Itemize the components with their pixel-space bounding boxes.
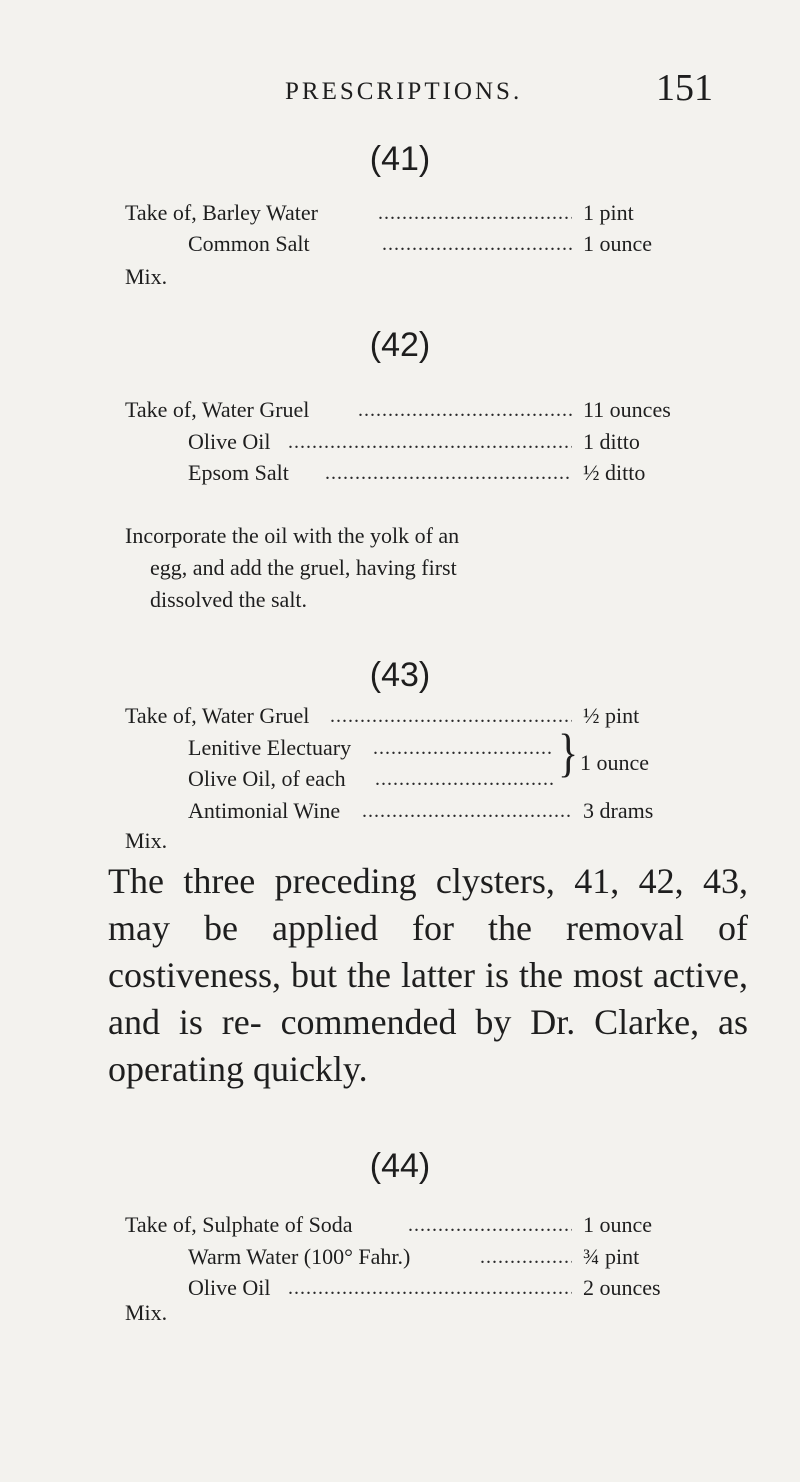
rx44-line-1-leader <box>408 1214 572 1237</box>
rx42-line-3-name: Epsom Salt <box>188 460 289 485</box>
rx43-line-1-qty: ½ pint <box>583 703 640 728</box>
rx44-closing: Mix. <box>125 1300 168 1325</box>
rx43-line-2-leader <box>373 737 553 760</box>
rx42-instruction-line-1: Incorporate the oil with the yolk of an <box>125 523 460 548</box>
prescription-42-number: (42) <box>369 326 431 364</box>
rx42-line-2-leader <box>288 431 572 454</box>
rx42-instruction-line-2: egg, and add the gruel, having first <box>150 555 457 580</box>
rx44-line-1-qty: 1 ounce <box>583 1212 653 1237</box>
rx44-line-2-leader <box>480 1246 572 1269</box>
rx42-line-3-leader <box>325 462 572 485</box>
rx42-line-1-name: Take of, Water Gruel <box>125 397 310 422</box>
rx44-line-3-qty: 2 ounces <box>583 1275 661 1300</box>
rx42-line-2-name: Olive Oil <box>188 429 271 454</box>
rx41-line-1-name: Take of, Barley Water <box>125 200 318 225</box>
rx44-line-1-name: Take of, Sulphate of Soda <box>125 1212 353 1237</box>
rx43-line-3-name: Olive Oil, of each <box>188 766 346 791</box>
rx43-line-1-name: Take of, Water Gruel <box>125 703 310 728</box>
prescription-44-number: (44) <box>369 1147 431 1185</box>
rx44-line-3-name: Olive Oil <box>188 1275 271 1300</box>
rx41-line-1-qty: 1 pint <box>583 200 634 225</box>
rx42-line-2-qty: 1 ditto <box>583 429 640 454</box>
rx43-line-1-leader <box>330 705 572 728</box>
rx41-line-2-qty: 1 ounce <box>583 231 653 256</box>
rx41-line-2-name: Common Salt <box>188 231 310 256</box>
rx41-line-2-leader <box>382 233 572 256</box>
rx41-line-1-leader <box>378 202 572 225</box>
rx42-instruction-line-3: dissolved the salt. <box>150 587 308 612</box>
body-paragraph: The three preceding clysters, 41, 42, 43, may be applied for the removal of costiveness, but the latter is the most active, and is re- commended by Dr. Clarke, as operating quickly. <box>108 861 748 1089</box>
rx43-line-3-leader <box>375 768 553 791</box>
rx44-line-2-name: Warm Water (100° Fahr.) <box>188 1244 411 1269</box>
rx43-line-4-qty: 3 drams <box>583 798 654 823</box>
prescription-43-number: (43) <box>369 656 431 694</box>
rx42-line-3-qty: ½ ditto <box>583 460 646 485</box>
rx43-brace: } <box>558 725 579 783</box>
rx44-line-2-qty: ¾ pint <box>583 1244 640 1269</box>
rx42-line-1-qty: 11 ounces <box>583 397 671 422</box>
rx43-brace-qty: 1 ounce <box>580 750 650 775</box>
rx42-line-1-leader <box>358 399 572 422</box>
page-number: 151 <box>656 67 713 109</box>
rx43-line-4-name: Antimonial Wine <box>188 798 341 823</box>
running-head: PRESCRIPTIONS. <box>285 78 523 105</box>
rx43-line-4-leader <box>362 800 572 823</box>
rx44-line-3-leader <box>288 1277 572 1300</box>
rx43-closing: Mix. <box>125 828 168 853</box>
prescription-41-number: (41) <box>369 140 431 178</box>
rx43-line-2-name: Lenitive Electuary <box>188 735 352 760</box>
rx41-closing: Mix. <box>125 264 168 289</box>
